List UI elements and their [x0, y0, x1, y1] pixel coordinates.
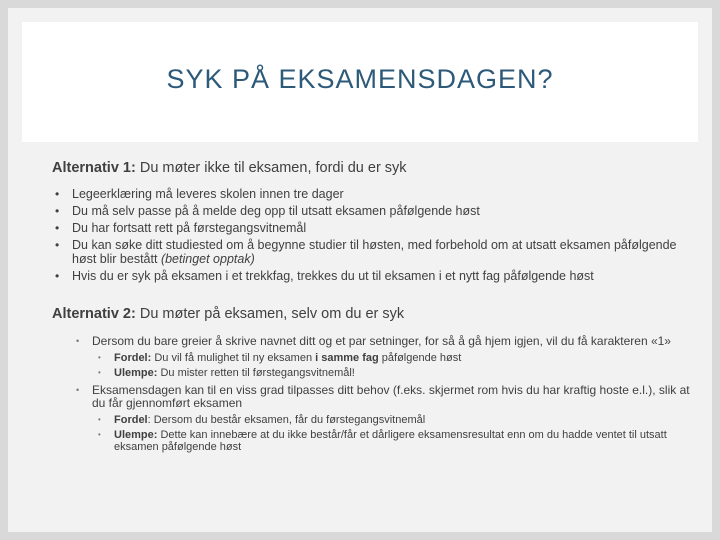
list-item [52, 204, 692, 218]
alternative-2-label: Alternativ 2: [52, 306, 136, 322]
alternative-1-heading [52, 159, 692, 177]
sub-item-text: Du vil få mulighet til ny eksamen [151, 352, 316, 364]
sub-item-text: Du mister retten til førstegangsvitnemål! [157, 366, 355, 379]
sub-item-bold: i samme fag [315, 352, 379, 364]
alternative-1-text: Du møter ikke til eksamen, fordi du er syk [135, 160, 407, 176]
slide [8, 8, 712, 532]
list-item-text: Hvis du er syk på eksamen i et trekkfag, trekkes du ut til eksamen i et nytt fag påfølgende høst [72, 269, 594, 283]
list-item [52, 238, 692, 266]
sub-list [92, 414, 692, 454]
list-item-text: Dersom du bare greier å skrive navnet ditt og et par setninger, for så å gå hjem igjen, vil du få karakteren «1» [92, 334, 671, 348]
sub-list-item [92, 367, 692, 380]
sub-item-text: : Dersom du består eksamen, får du førstegangsvitnemål [147, 414, 426, 426]
sub-item-text: påfølgende høst [378, 352, 462, 364]
list-item-text: Du må selv passe på å melde deg opp til utsatt eksamen påfølgende høst [72, 204, 480, 218]
sub-list-item [92, 414, 692, 427]
list-item-text: Eksamensdagen kan til en viss grad tilpasses ditt behov (f.eks. skjermet rom hvis du har kraftig hoste e.l.), slik at du får gjennomført eksamen [92, 383, 690, 410]
disadvantage-label: Ulempe: [114, 428, 158, 441]
sub-list-item [92, 429, 692, 454]
advantage-label: Fordel [114, 414, 148, 426]
title-box [22, 22, 698, 142]
list-item [52, 269, 692, 283]
disadvantage-label: Ulempe: [114, 366, 158, 379]
sub-list [92, 352, 692, 379]
sub-item-text: Dette kan innebære at du ikke består/får et dårligere eksamensresultat enn om du hadde ventet til utsatt eksamen påfølgende høst [114, 428, 667, 453]
sub-list-item [92, 352, 692, 365]
list-item [52, 187, 692, 201]
list-item [52, 221, 692, 235]
list-item [74, 335, 692, 379]
advantage-label: Fordel: [114, 352, 152, 364]
alternative-2-heading [52, 305, 692, 323]
list-item-text: Du kan søke ditt studiested om å begynne studier til høsten, med forbehold om at utsatt eksamen påfølgende høst blir bestått [72, 238, 677, 266]
list-item-text: Legeerklæring må leveres skolen innen tre dager [72, 187, 344, 201]
alternative-2-text: Du møter på eksamen, selv om du er syk [135, 306, 405, 322]
slide-title: SYK PÅ EKSAMENSDAGEN? [166, 64, 554, 94]
slide-content [52, 159, 692, 459]
alternative-1-list [52, 187, 692, 283]
alternative-1-label: Alternativ 1: [52, 160, 136, 176]
alternative-2-list [52, 335, 692, 454]
list-item-italic: (betinget opptak) [160, 252, 255, 266]
list-item-text: Du har fortsatt rett på førstegangsvitnemål [72, 221, 307, 235]
list-item [74, 384, 692, 454]
